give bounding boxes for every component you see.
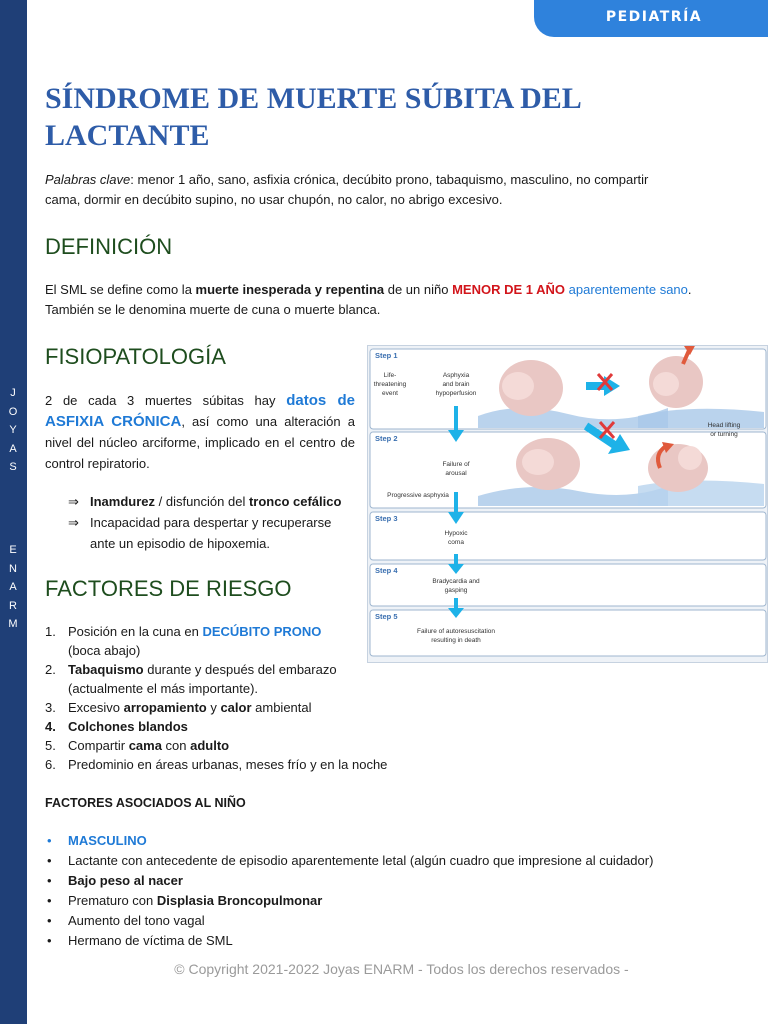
figure-text: Asphyxia bbox=[442, 372, 470, 379]
figure-text: and brain bbox=[442, 381, 470, 388]
implies-arrow-icon: ⇒ bbox=[68, 515, 79, 530]
list-item: • Bajo peso al nacer bbox=[45, 871, 653, 891]
list-item: • Prematuro con Displasia Broncopulmonar bbox=[45, 891, 653, 911]
definicion-paragraph: El SML se define como la muerte inesperada y repentina de un niño MENOR DE 1 AÑO aparentemente sano. También se le denomina muerte de cuna o muerte blanca. bbox=[45, 282, 692, 317]
heading-factores-riesgo: FACTORES DE RIESGO bbox=[45, 576, 292, 601]
sids-mechanism-figure bbox=[367, 345, 768, 663]
figure-text: event bbox=[382, 390, 398, 397]
list-item: 3. Excesivo arropamiento y calor ambiental bbox=[45, 700, 312, 715]
sidebar bbox=[0, 0, 27, 1024]
bullet-icon: • bbox=[47, 873, 52, 888]
list-item: • Aumento del tono vagal bbox=[45, 911, 653, 931]
list-item: ⇒ Inamdurez / disfunción del tronco cefálico bbox=[68, 491, 358, 512]
page-title: SÍNDROME DE MUERTE SÚBITA DEL LACTANTE bbox=[45, 82, 582, 152]
bullet-icon: • bbox=[47, 833, 52, 848]
list-item: ⇒ Incapacidad para despertar y recuperarse ante un episodio de hipoxemia. bbox=[68, 512, 358, 554]
figure-text: Failure of bbox=[442, 461, 470, 468]
figure-text: gasping bbox=[444, 587, 468, 594]
figure-text: threatening bbox=[373, 381, 407, 388]
figure-text: hypoperfusion bbox=[435, 390, 477, 397]
list-item: • Hermano de víctima de SML bbox=[45, 931, 653, 951]
bullet-icon: • bbox=[47, 893, 52, 908]
list-item: 5. Compartir cama con adulto bbox=[45, 738, 230, 753]
copyright-footer: © Copyright 2021-2022 Joyas ENARM - Todos los derechos reservados - bbox=[174, 961, 629, 977]
associated-factors-list bbox=[45, 831, 653, 951]
heading-definicion: DEFINICIÓN bbox=[45, 234, 173, 259]
figure-text: Progressive asphyxia bbox=[387, 492, 449, 499]
list-item: 1. Posición en la cuna en DECÚBITO PRONO (boca abajo) bbox=[45, 624, 322, 658]
keywords-paragraph: Palabras clave: menor 1 año, sano, asfixia crónica, decúbito prono, tabaquismo, masculino, no compartir cama, dormir en decúbito supino, no usar chupón, no calor, no abrigo excesivo. bbox=[45, 172, 649, 207]
figure-step-label: Step 3 bbox=[375, 514, 398, 523]
fisiopatologia-paragraph: 2 de cada 3 muertes súbitas hay datos de ASFIXIA CRÓNICA, así como una alteración a nivel del núcleo arciforme, implicado en el centro de control repiratorio. bbox=[45, 392, 356, 471]
figure-text: Life- bbox=[383, 372, 397, 379]
figure-text: or turning bbox=[710, 431, 738, 438]
figure-text: Failure of autoresuscitation bbox=[416, 628, 496, 635]
risk-factors-list bbox=[45, 622, 387, 774]
figure-text: arousal bbox=[445, 470, 467, 477]
bullet-icon: • bbox=[47, 933, 52, 948]
figure-text: Bradycardia and bbox=[432, 578, 480, 585]
list-item: 6. Predominio en áreas urbanas, meses frío y en la noche bbox=[45, 757, 388, 772]
figure-text: Hypoxic bbox=[444, 530, 468, 537]
implies-arrow-icon: ⇒ bbox=[68, 494, 79, 509]
figure-step-label: Step 4 bbox=[375, 566, 398, 575]
heading-fisiopatologia: FISIOPATOLOGÍA bbox=[45, 344, 226, 369]
list-item: • MASCULINO bbox=[45, 831, 653, 851]
sidebar-brand-joyas: J O Y A S bbox=[8, 387, 18, 473]
figure-text: coma bbox=[448, 539, 464, 546]
bullet-icon: • bbox=[47, 853, 52, 868]
figure-text: Head lifting bbox=[707, 422, 741, 429]
figure-step-label: Step 2 bbox=[375, 434, 398, 443]
sidebar-brand-enarm: E N A R M bbox=[8, 544, 18, 630]
list-item: 2. Tabaquismo durante y después del embarazo (actualmente el más importante). bbox=[45, 662, 337, 696]
list-item: 4. Colchones blandos bbox=[45, 719, 188, 734]
figure-step-label: Step 1 bbox=[375, 351, 398, 360]
figure-step-label: Step 5 bbox=[375, 612, 398, 621]
figure-text: resulting in death bbox=[431, 637, 481, 644]
fisiopatologia-list bbox=[68, 491, 358, 554]
list-item: • Lactante con antecedente de episodio aparentemente letal (algún cuadro que impresione al cuidador) bbox=[45, 851, 653, 871]
heading-factores-asociados: FACTORES ASOCIADOS AL NIÑO bbox=[45, 796, 246, 810]
section-tab: PEDIATRÍA bbox=[534, 0, 768, 37]
bullet-icon: • bbox=[47, 913, 52, 928]
